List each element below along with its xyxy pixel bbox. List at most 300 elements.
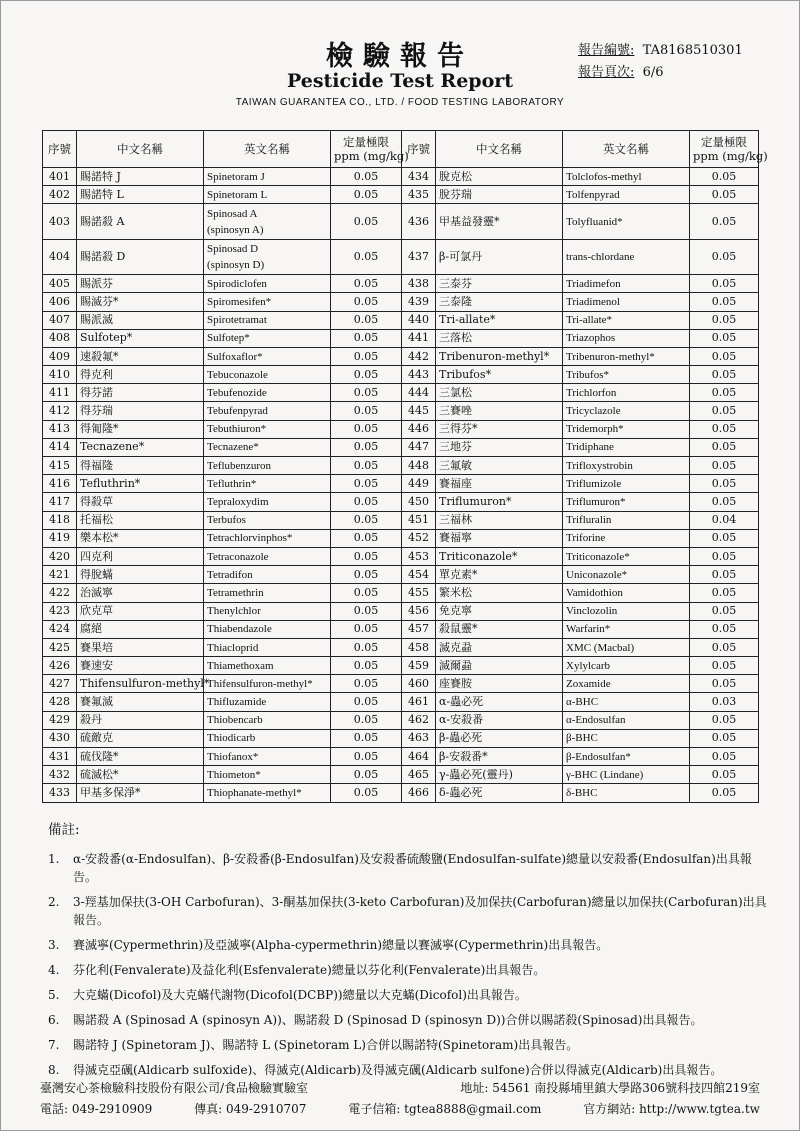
en-name-cell: Thenylchlor (204, 602, 331, 620)
report-page-row (578, 62, 743, 84)
zh-name-cell: 樂本松* (77, 529, 204, 547)
zh-name-cell: Tecnazene* (77, 438, 204, 456)
no-cell: 410 (43, 366, 77, 384)
table-row (43, 402, 759, 420)
no-cell: 445 (402, 402, 436, 420)
no-cell: 437 (402, 239, 436, 274)
footer-address: 地址: 54561 南投縣埔里鎮大學路306號科技四館219室 (460, 1081, 760, 1095)
limit-cell: 0.05 (331, 729, 402, 747)
no-cell: 412 (43, 402, 77, 420)
en-name-cell: Tridemorph* (563, 420, 690, 438)
table-row (43, 168, 759, 186)
limit-cell: 0.05 (690, 293, 759, 311)
no-cell: 432 (43, 766, 77, 784)
zh-name-cell: 得芬諾 (77, 384, 204, 402)
no-cell: 465 (402, 766, 436, 784)
note-text: 芬化利(Fenvalerate)及益化利(Esfenvalerate)總量以芬化利(Fenvalerate)出具報告。 (73, 963, 546, 977)
report-page-label: 報告頁次: (578, 65, 635, 80)
en-name-cell: Triflumuron* (563, 493, 690, 511)
en-name-cell: Tri-allate* (563, 311, 690, 329)
zh-name-cell: 得脫蟎 (77, 566, 204, 584)
no-cell: 409 (43, 347, 77, 365)
en-name-cell: Tepraloxydim (204, 493, 331, 511)
en-name-cell: Thiometon* (204, 766, 331, 784)
no-cell: 423 (43, 602, 77, 620)
note-item (48, 1011, 768, 1029)
note-text: 得滅克亞碸(Aldicarb sulfoxide)、得滅克(Aldicarb)及得滅克碸(Aldicarb sulfone)合併以得滅克(Aldicarb)出具報告。 (73, 1063, 723, 1077)
zh-name-cell: 三賽唑 (436, 402, 563, 420)
table-row (43, 729, 759, 747)
zh-name-cell: α-蟲必死 (436, 693, 563, 711)
zh-name-cell: 三泰隆 (436, 293, 563, 311)
no-cell: 448 (402, 457, 436, 475)
en-name-cell: Tetradifon (204, 566, 331, 584)
no-cell: 420 (43, 547, 77, 565)
note-text: 大克蟎(Dicofol)及大克蟎代謝物(Dicofol(DCBP))總量以大克蟎(Dicofol)出具報告。 (73, 988, 527, 1002)
en-name-cell: Tricyclazole (563, 402, 690, 420)
limit-cell: 0.05 (690, 475, 759, 493)
note-text: α-安殺番(α-Endosulfan)、β-安殺番(β-Endosulfan)及安殺番硫酸鹽(Endosulfan-sulfate)總量以安殺番(Endosulfan)出具報告。 (73, 852, 752, 884)
zh-name-cell: 三福林 (436, 511, 563, 529)
en-name-cell: Zoxamide (563, 675, 690, 693)
zh-name-cell: 硫滅松* (77, 766, 204, 784)
zh-name-cell: 座賽胺 (436, 675, 563, 693)
no-cell: 438 (402, 275, 436, 293)
limit-cell: 0.05 (331, 420, 402, 438)
en-name-cell (204, 239, 331, 274)
report-number-row (578, 40, 743, 62)
limit-cell: 0.05 (690, 547, 759, 565)
zh-name-cell: 得芬瑞 (77, 402, 204, 420)
no-cell: 404 (43, 239, 77, 274)
limit-cell: 0.05 (331, 784, 402, 802)
en-name-cell: Spirodiclofen (204, 275, 331, 293)
no-cell: 460 (402, 675, 436, 693)
no-cell: 426 (43, 657, 77, 675)
limit-cell: 0.05 (690, 638, 759, 656)
zh-name-cell: 得福隆 (77, 457, 204, 475)
notes-section (48, 818, 768, 1086)
en-name-cell: Tebufenozide (204, 384, 331, 402)
limit-cell: 0.05 (331, 438, 402, 456)
limit-cell: 0.05 (331, 366, 402, 384)
note-number: 6. (48, 1013, 60, 1027)
no-cell: 411 (43, 384, 77, 402)
limit-cell: 0.05 (690, 311, 759, 329)
limit-cell: 0.05 (331, 602, 402, 620)
limit-cell: 0.05 (690, 329, 759, 347)
limit-cell: 0.05 (331, 168, 402, 186)
en-name-cell: Tolyfluanid* (563, 204, 690, 239)
no-cell: 443 (402, 366, 436, 384)
en-name-cell: Tebuthiuron* (204, 420, 331, 438)
header-en-name: 英文名稱 (204, 131, 331, 168)
table-row (43, 693, 759, 711)
limit-cell: 0.05 (690, 729, 759, 747)
zh-name-cell: 賽氟滅 (77, 693, 204, 711)
no-cell: 457 (402, 620, 436, 638)
note-number: 7. (48, 1038, 60, 1052)
en-name-cell (204, 204, 331, 239)
pesticide-table (42, 130, 768, 803)
footer-company: 臺灣安心茶檢驗科技股份有限公司/食品檢驗實驗室 (40, 1081, 309, 1095)
en-name-cell: Tolclofos-methyl (563, 168, 690, 186)
limit-cell: 0.05 (331, 529, 402, 547)
limit-cell: 0.05 (331, 402, 402, 420)
footer-phone: 電話: 049-2910909 (40, 1102, 153, 1116)
zh-name-cell: 單克素* (436, 566, 563, 584)
limit-cell: 0.05 (331, 584, 402, 602)
zh-name-cell: 三地芬 (436, 438, 563, 456)
zh-name-cell: 繁米松 (436, 584, 563, 602)
en-name-cell: Tridiphane (563, 438, 690, 456)
en-name-cell: Spinetoram L (204, 186, 331, 204)
zh-name-cell: 三泰芬 (436, 275, 563, 293)
limit-cell: 0.05 (331, 511, 402, 529)
en-name-cell: Tolfenpyrad (563, 186, 690, 204)
no-cell: 401 (43, 168, 77, 186)
no-cell: 421 (43, 566, 77, 584)
limit-cell: 0.05 (690, 384, 759, 402)
limit-cell: 0.05 (331, 329, 402, 347)
limit-cell: 0.05 (331, 620, 402, 638)
zh-name-cell: 四克利 (77, 547, 204, 565)
table-header-row (43, 131, 759, 168)
table-row (43, 475, 759, 493)
limit-cell: 0.05 (331, 766, 402, 784)
zh-name-cell: 賽福座 (436, 475, 563, 493)
zh-name-cell: Tefluthrin* (77, 475, 204, 493)
table-row (43, 311, 759, 329)
en-name-cell: Teflubenzuron (204, 457, 331, 475)
zh-name-cell: 賜諾特 J (77, 168, 204, 186)
no-cell: 446 (402, 420, 436, 438)
limit-cell: 0.05 (690, 457, 759, 475)
footer-website: 官方網站: http://www.tgtea.tw (583, 1102, 760, 1116)
en-name-cell: Thiamethoxam (204, 657, 331, 675)
note-number: 5. (48, 988, 60, 1002)
table-row (43, 511, 759, 529)
en-name-cell: Tecnazene* (204, 438, 331, 456)
table-row (43, 329, 759, 347)
zh-name-cell: 賜諾殺 A (77, 204, 204, 239)
table-row (43, 748, 759, 766)
limit-cell: 0.05 (331, 204, 402, 239)
table-body (43, 168, 759, 803)
en-name-cell: Triadimenol (563, 293, 690, 311)
no-cell: 461 (402, 693, 436, 711)
en-name-cell: δ-BHC (563, 784, 690, 802)
no-cell: 436 (402, 204, 436, 239)
limit-cell: 0.05 (331, 186, 402, 204)
en-name-cell: γ-BHC (Lindane) (563, 766, 690, 784)
zh-name-cell: β-蟲必死 (436, 729, 563, 747)
en-name-line: Spinosad A (207, 207, 258, 220)
limit-cell: 0.05 (331, 547, 402, 565)
no-cell: 463 (402, 729, 436, 747)
en-name-cell: Triazophos (563, 329, 690, 347)
table-row (43, 420, 759, 438)
limit-cell: 0.05 (331, 275, 402, 293)
no-cell: 464 (402, 748, 436, 766)
header-limit-unit: ppm (mg/kg) (334, 149, 409, 163)
table-row (43, 457, 759, 475)
zh-name-cell: 速殺氟* (77, 347, 204, 365)
en-name-cell: Triadimefon (563, 275, 690, 293)
no-cell: 451 (402, 511, 436, 529)
limit-cell: 0.05 (331, 239, 402, 274)
note-item (48, 986, 768, 1004)
note-number: 1. (48, 852, 60, 866)
no-cell: 419 (43, 529, 77, 547)
zh-name-cell: 滅克蝨 (436, 638, 563, 656)
limit-cell: 0.05 (690, 620, 759, 638)
en-name-cell: Sulfotep* (204, 329, 331, 347)
note-item (48, 961, 768, 979)
zh-name-cell: 三氟敏 (436, 457, 563, 475)
zh-name-cell: 硫敵克 (77, 729, 204, 747)
en-name-line: (spinosyn D) (207, 258, 265, 271)
no-cell: 422 (43, 584, 77, 602)
report-subtitle: TAIWAN GUARANTEA CO., LTD. / FOOD TESTING LABORATORY (235, 97, 565, 108)
no-cell: 413 (43, 420, 77, 438)
zh-name-cell: Thifensulfuron-methyl* (77, 675, 204, 693)
no-cell: 427 (43, 675, 77, 693)
zh-name-cell: 甲基多保淨* (77, 784, 204, 802)
table-row (43, 566, 759, 584)
limit-cell: 0.05 (331, 457, 402, 475)
limit-cell: 0.05 (331, 347, 402, 365)
header-limit (331, 131, 409, 168)
en-name-cell: XMC (Macbal) (563, 638, 690, 656)
no-cell: 418 (43, 511, 77, 529)
zh-name-cell: β-安殺番* (436, 748, 563, 766)
header-zh-name: 中文名稱 (436, 131, 563, 168)
zh-name-cell: 賜諾特 L (77, 186, 204, 204)
no-cell: 408 (43, 329, 77, 347)
limit-cell: 0.05 (690, 675, 759, 693)
no-cell: 433 (43, 784, 77, 802)
zh-name-cell: α-安殺番 (436, 711, 563, 729)
zh-name-cell: 賜派芬 (77, 275, 204, 293)
zh-name-cell: 腐絕 (77, 620, 204, 638)
zh-name-cell: 滅爾蝨 (436, 657, 563, 675)
no-cell: 454 (402, 566, 436, 584)
note-item (48, 1061, 768, 1079)
note-text: 賜諾殺 A (Spinosad A (spinosyn A))、賜諾殺 D (Spinosad D (spinosyn D))合併以賜諾殺(Spinosad)出具報告。 (73, 1013, 703, 1027)
zh-name-cell: γ-蟲必死(靈丹) (436, 766, 563, 784)
zh-name-cell: 賽速安 (77, 657, 204, 675)
en-name-cell: Spinetoram J (204, 168, 331, 186)
zh-name-cell: 甲基益發靈* (436, 204, 563, 239)
limit-cell: 0.05 (331, 748, 402, 766)
table-row (43, 584, 759, 602)
en-name-cell: Warfarin* (563, 620, 690, 638)
zh-name-cell: Tri-allate* (436, 311, 563, 329)
no-cell: 455 (402, 584, 436, 602)
en-name-cell: Thiodicarb (204, 729, 331, 747)
note-number: 8. (48, 1063, 60, 1077)
table-row (43, 602, 759, 620)
zh-name-cell: 三氯松 (436, 384, 563, 402)
no-cell: 453 (402, 547, 436, 565)
no-cell: 441 (402, 329, 436, 347)
zh-name-cell: 賜派滅 (77, 311, 204, 329)
header-no: 序號 (43, 131, 77, 168)
table-row (43, 547, 759, 565)
limit-cell: 0.05 (690, 420, 759, 438)
limit-cell: 0.05 (331, 657, 402, 675)
note-number: 3. (48, 938, 60, 952)
no-cell: 402 (43, 186, 77, 204)
report-meta (578, 40, 743, 84)
report-title-zh: 檢驗報告 (326, 41, 474, 72)
en-name-cell: Thiobencarb (204, 711, 331, 729)
en-name-cell: Tetrachlorvinphos* (204, 529, 331, 547)
no-cell: 440 (402, 311, 436, 329)
en-name-cell: Trichlorfon (563, 384, 690, 402)
table-row (43, 438, 759, 456)
no-cell: 462 (402, 711, 436, 729)
header-zh-name: 中文名稱 (77, 131, 204, 168)
limit-cell: 0.05 (690, 204, 759, 239)
no-cell: 435 (402, 186, 436, 204)
en-name-cell: Thiophanate-methyl* (204, 784, 331, 802)
en-name-cell: Triticonazole* (563, 547, 690, 565)
table-row (43, 711, 759, 729)
report-title-en: Pesticide Test Report (286, 70, 514, 92)
table-row (43, 384, 759, 402)
no-cell: 415 (43, 457, 77, 475)
no-cell: 466 (402, 784, 436, 802)
en-name-line: Spinosad D (207, 242, 259, 255)
en-name-line: (spinosyn A) (207, 223, 264, 236)
no-cell: 403 (43, 204, 77, 239)
zh-name-cell: 三得芬* (436, 420, 563, 438)
limit-cell: 0.05 (690, 493, 759, 511)
table-row (43, 657, 759, 675)
report-number: TA8168510301 (642, 43, 743, 58)
limit-cell: 0.05 (690, 602, 759, 620)
limit-cell: 0.05 (331, 493, 402, 511)
limit-cell: 0.05 (690, 186, 759, 204)
en-name-cell: Thifensulfuron-methyl* (204, 675, 331, 693)
en-name-cell: α-Endosulfan (563, 711, 690, 729)
footer-row-1 (40, 1078, 760, 1099)
limit-cell: 0.05 (690, 584, 759, 602)
en-name-cell: Tebuconazole (204, 366, 331, 384)
note-number: 2. (48, 895, 60, 909)
en-name-cell: Vinclozolin (563, 602, 690, 620)
note-item (48, 1036, 768, 1054)
en-name-cell: Triforine (563, 529, 690, 547)
en-name-cell: Spiromesifen* (204, 293, 331, 311)
no-cell: 434 (402, 168, 436, 186)
zh-name-cell: Triflumuron* (436, 493, 563, 511)
table-row (43, 675, 759, 693)
en-name-cell: Tribenuron-methyl* (563, 347, 690, 365)
notes-list (48, 850, 768, 1079)
no-cell: 431 (43, 748, 77, 766)
footer (40, 1078, 760, 1120)
header-limit-unit: ppm (mg/kg) (693, 149, 768, 163)
table-row (43, 347, 759, 365)
no-cell: 416 (43, 475, 77, 493)
zh-name-cell: 脫克松 (436, 168, 563, 186)
no-cell: 458 (402, 638, 436, 656)
en-name-cell: β-Endosulfan* (563, 748, 690, 766)
no-cell: 407 (43, 311, 77, 329)
zh-name-cell: 欣克草 (77, 602, 204, 620)
footer-fax: 傳真: 049-2910707 (194, 1102, 307, 1116)
en-name-cell: Tebufenpyrad (204, 402, 331, 420)
limit-cell: 0.05 (331, 638, 402, 656)
table-row (43, 529, 759, 547)
zh-name-cell: 得殺草 (77, 493, 204, 511)
no-cell: 456 (402, 602, 436, 620)
footer-row-2 (40, 1099, 760, 1120)
limit-cell: 0.05 (690, 529, 759, 547)
en-name-cell: Thiacloprid (204, 638, 331, 656)
en-name-cell: Thifluzamide (204, 693, 331, 711)
table-row (43, 239, 759, 274)
header-no: 序號 (402, 131, 436, 168)
limit-cell: 0.05 (690, 275, 759, 293)
table-row (43, 275, 759, 293)
zh-name-cell: 三落松 (436, 329, 563, 347)
limit-cell: 0.05 (690, 438, 759, 456)
no-cell: 417 (43, 493, 77, 511)
table-row (43, 766, 759, 784)
zh-name-cell: β-可氯丹 (436, 239, 563, 274)
header-limit-title: 定量極限 (343, 135, 389, 149)
zh-name-cell: Triticonazole* (436, 547, 563, 565)
report-number-label: 報告編號: (578, 43, 635, 58)
limit-cell: 0.05 (690, 657, 759, 675)
limit-cell: 0.05 (331, 293, 402, 311)
limit-cell: 0.05 (331, 311, 402, 329)
table-row (43, 620, 759, 638)
table-row (43, 186, 759, 204)
en-name-cell: Thiabendazole (204, 620, 331, 638)
limit-cell: 0.05 (690, 766, 759, 784)
no-cell: 429 (43, 711, 77, 729)
zh-name-cell: 賽福寧 (436, 529, 563, 547)
limit-cell: 0.05 (331, 711, 402, 729)
zh-name-cell: 殺鼠靈* (436, 620, 563, 638)
zh-name-cell: 殺丹 (77, 711, 204, 729)
en-name-cell: Xylylcarb (563, 657, 690, 675)
no-cell: 452 (402, 529, 436, 547)
no-cell: 449 (402, 475, 436, 493)
en-name-cell: Tribufos* (563, 366, 690, 384)
table-row (43, 204, 759, 239)
limit-cell: 0.04 (690, 511, 759, 529)
no-cell: 406 (43, 293, 77, 311)
en-name-cell: Trifluralin (563, 511, 690, 529)
limit-cell: 0.05 (331, 693, 402, 711)
no-cell: 442 (402, 347, 436, 365)
no-cell: 459 (402, 657, 436, 675)
no-cell: 430 (43, 729, 77, 747)
note-text: 3-羥基加保扶(3-OH Carbofuran)、3-酮基加保扶(3-keto Carbofuran)及加保扶(Carbofuran)總量以加保扶(Carbofuran)出具報告。 (73, 895, 767, 927)
limit-cell: 0.05 (331, 675, 402, 693)
zh-name-cell: Tribenuron-methyl* (436, 347, 563, 365)
en-name-cell: Terbufos (204, 511, 331, 529)
en-name-cell: Trifloxystrobin (563, 457, 690, 475)
header-limit (690, 131, 768, 168)
no-cell: 405 (43, 275, 77, 293)
